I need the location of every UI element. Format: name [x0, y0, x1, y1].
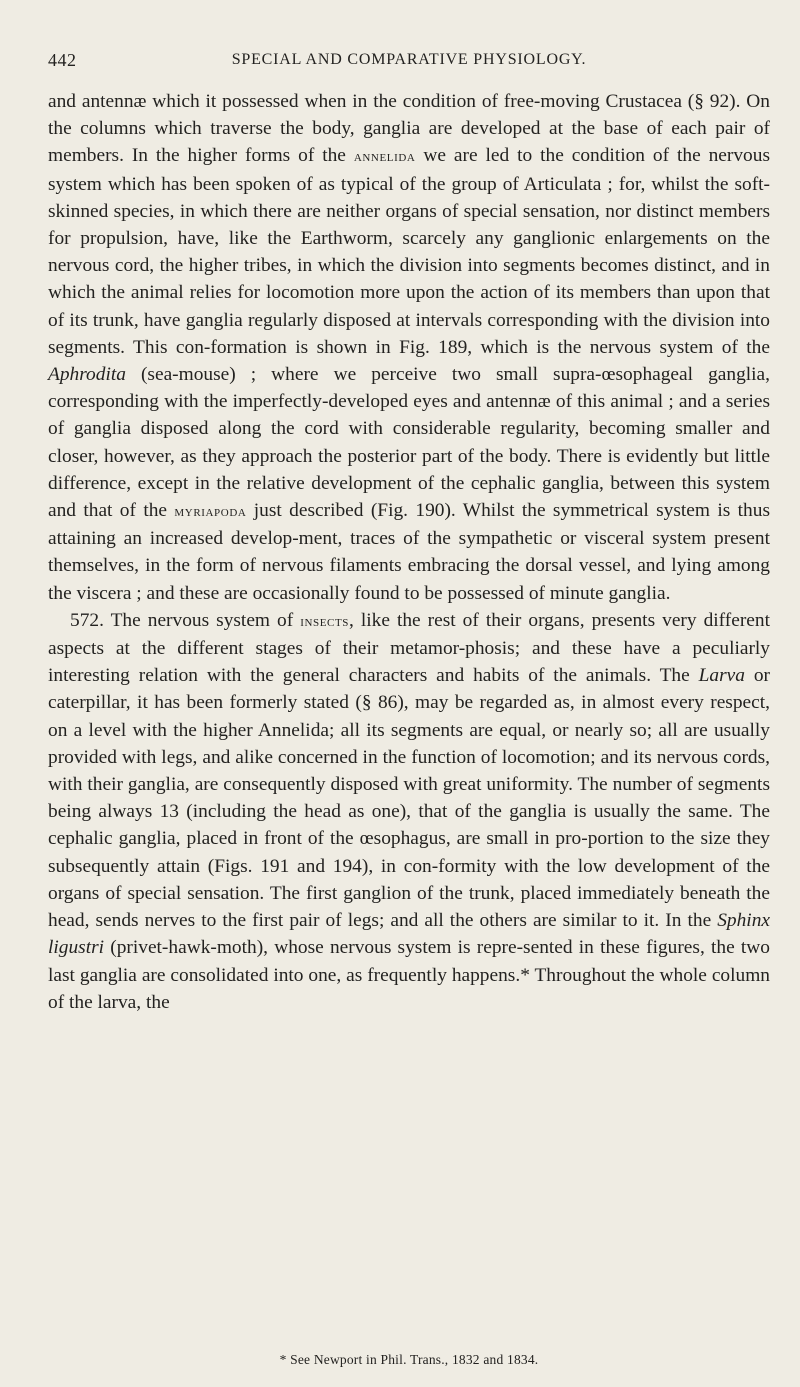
taxon-aphrodita: Aphrodita: [48, 364, 126, 386]
term-myriapoda: myriapoda: [174, 503, 247, 521]
paragraph-1-text: we are led to the condition of the nervous system which has been spoken of as typical of the group of Articulata ; for, whilst the soft-skinned species, in which there are neither organs of special sensation, nor distinct members for propulsion, have, like the Earthworm, scarcely any ganglionic enlargements on the nervous cord, the higher tribes, in which the division into segments becomes distinct, and in which the animal relies for locomotion more upon the action of its members than upon that of its trunk, have ganglia regularly disposed at intervals corresponding with the division into segments. This con-formation is shown in Fig. 189, which is the nervous system of the: [48, 145, 770, 358]
paragraph-1-text: (sea-mouse) ; where we perceive two small supra-œsophageal ganglia, corresponding with the imperfectly-developed eyes and antennæ of this animal ; and a series of ganglia disposed along the cord with considerable regularity, becoming smaller and closer, however, as they approach the posterior part of the body. There is evidently but little difference, except in the relative development of the cephalic ganglia, between this system and that of the: [48, 364, 770, 522]
page: [48, 44, 770, 1016]
paragraph-1-text: just described (Fig. 190). Whilst the symmetrical system is thus attaining an increased develop-ment, traces of the sympathetic or visceral system present themselves, in the form of nervous filaments embracing the dorsal vessel, and lying among the viscera ; and these are occasionally found to be possessed of minute ganglia.: [48, 500, 770, 604]
body-text: [48, 88, 770, 1016]
term-larva: Larva: [698, 665, 745, 687]
paragraph-continuation: [48, 88, 770, 607]
paragraph-2-text: or caterpillar, it has been formerly stated (§ 86), may be regarded as, in almost every respect, on a level with the higher Annelida; all its segments are equal, or nearly so; all are usually provided with legs, and alike concerned in the function of locomotion; and its nervous cords, with their ganglia, are consequently disposed with great uniformity. The number of segments being always 13 (including the head as one), that of the ganglia is usually the same. The cephalic ganglia, placed in front of the œsophagus, are small in pro-portion to the size they subsequently attain (Figs. 191 and 194), in con-formity with the low development of the organs of special sensation. The first ganglion of the trunk, placed immediately beneath the head, sends nerves to the first pair of legs; and all the others are similar to it. In the: [48, 665, 770, 932]
paragraph-2-text: 572. The nervous system of: [70, 609, 301, 631]
running-head: [48, 44, 770, 74]
page-number: 442: [48, 50, 77, 70]
paragraph-572: [48, 607, 770, 1016]
running-head-title: SPECIAL AND COMPARATIVE PHYSIOLOGY.: [231, 51, 587, 68]
paragraph-1-text: and antennæ which it possessed when in the condition of free-moving Crustacea (§ 92). On the columns which traverse the body, ganglia are developed at the base of each pair of members. In the higher forms of the: [48, 91, 770, 167]
footnote: * See Newport in Phil. Trans., 1832 and 1834.: [279, 1352, 539, 1367]
term-annelida: annelida: [353, 148, 416, 166]
paragraph-2-text: (privet-hawk-moth), whose nervous system is repre-sented in these figures, the two last ganglia are consolidated into one, as frequently happens.* Throughout the whole column of the larva, the: [48, 937, 770, 1013]
term-insects: insects: [300, 612, 350, 630]
paragraph-2-text: , like the rest of their organs, presents very different aspects at the different stages of their metamor-phosis; and these have a peculiarly interesting relation with the general characters and habits of the animals. The: [48, 609, 770, 687]
taxon-sphinx-ligustri: Sphinx ligustri: [48, 910, 770, 959]
